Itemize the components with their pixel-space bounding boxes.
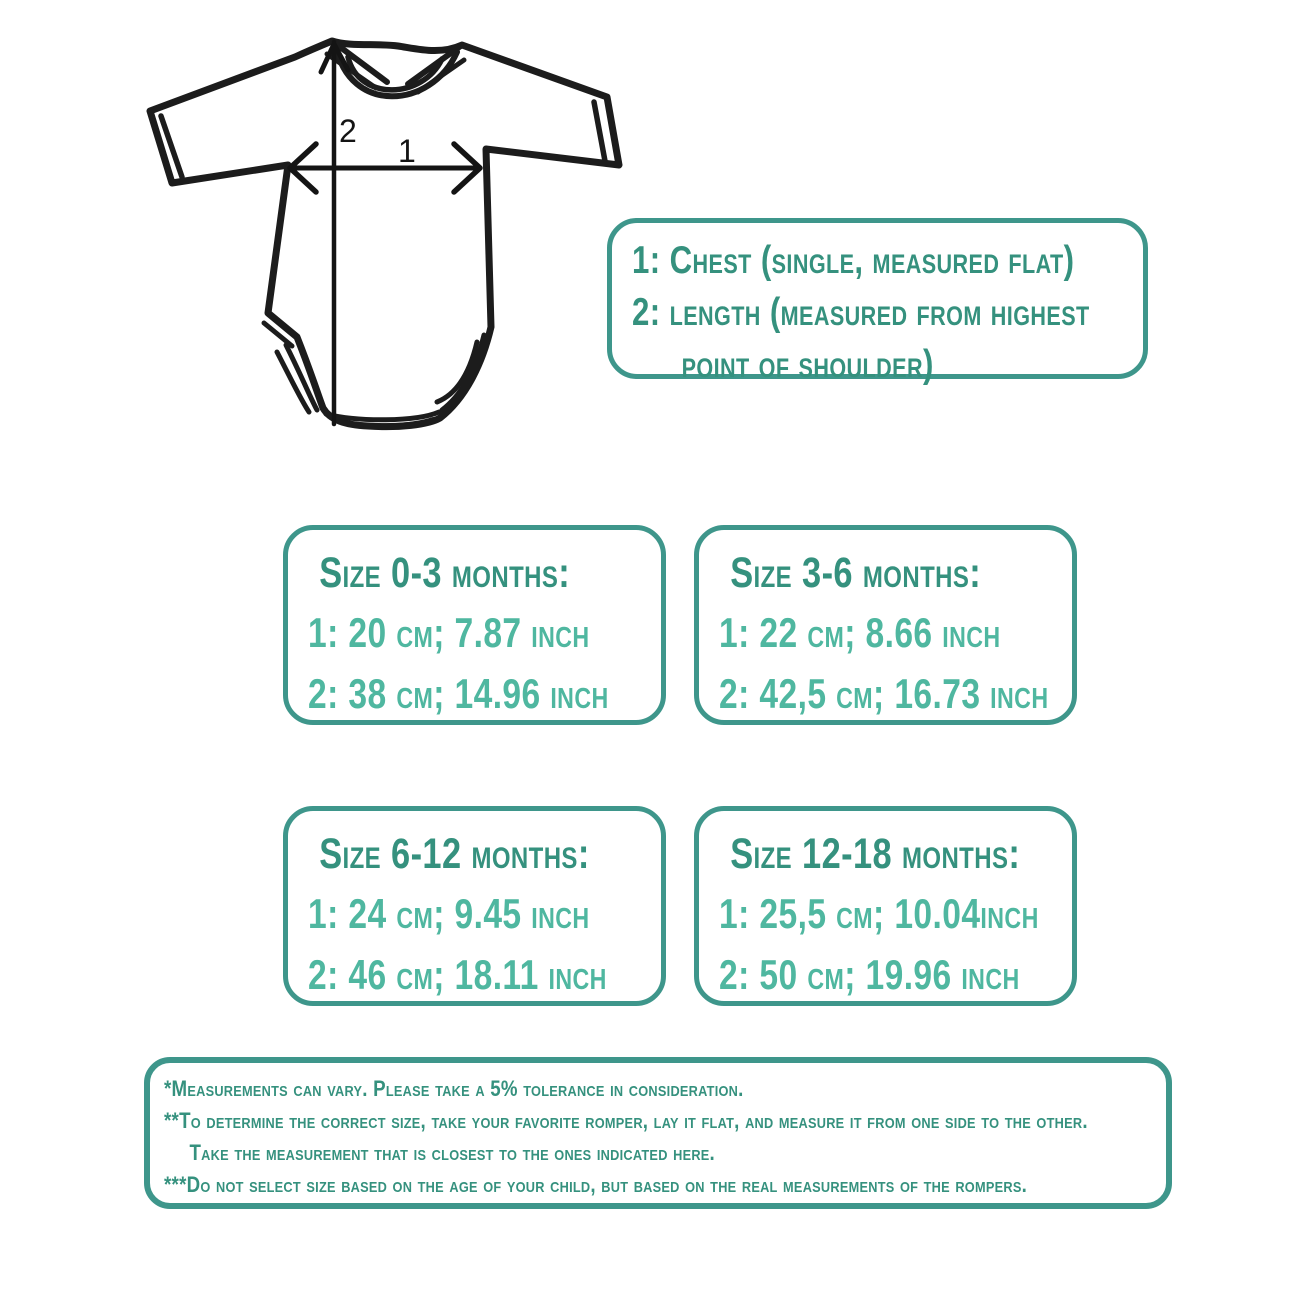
chest-label: 1 — [398, 133, 416, 169]
size-box-title: Size 6-12 months: — [319, 830, 590, 878]
chest-measurement-line: 1: 20 cm; 7.87 inch — [308, 609, 590, 656]
length-label: 2 — [339, 113, 357, 149]
size-box-title: Size 12-18 months: — [730, 830, 1021, 878]
bodysuit-diagram — [140, 15, 630, 450]
length-measurement-line: 2: 46 cm; 18.11 inch — [308, 951, 607, 998]
size-box-12-18-months — [694, 806, 1077, 1006]
measurement-legend-box — [607, 218, 1148, 386]
size-box-3-6-months — [694, 525, 1077, 725]
size-box-title: Size 3-6 months: — [730, 549, 982, 597]
footnote-age-warning: ***Do not select size based on the age of your child, but based on the real measurements of the rompers. — [164, 1172, 1028, 1197]
chest-measurement-line: 1: 25,5 cm; 10.04inch — [719, 890, 1039, 937]
chest-measurement-line: 1: 22 cm; 8.66 inch — [719, 609, 1001, 656]
footnote-how-to-measure: **To determine the correct size, take your favorite romper, lay it flat, and measure it from one side to the other. — [164, 1108, 1088, 1133]
footnote-how-to-measure-cont: Take the measurement that is closest to the ones indicated here. — [189, 1140, 715, 1165]
bodysuit-outline — [150, 41, 619, 427]
length-measurement-line: 2: 42,5 cm; 16.73 inch — [719, 670, 1049, 717]
footnote-tolerance: *Measurements can vary. Please take a 5% tolerance in consideration. — [164, 1076, 744, 1101]
legend-line-chest: 1: Chest (single, measured flat) — [632, 239, 1075, 282]
legend-line-length: 2: length (measured from highest — [632, 291, 1090, 334]
legend-line-length-cont: point of shoulder) — [681, 343, 934, 386]
footnotes-box — [144, 1057, 1172, 1209]
size-box-title: Size 0-3 months: — [319, 549, 571, 597]
length-measurement-line: 2: 50 cm; 19.96 inch — [719, 951, 1020, 998]
size-box-0-3-months — [283, 525, 666, 725]
length-measurement-line: 2: 38 cm; 14.96 inch — [308, 670, 609, 717]
size-box-6-12-months — [283, 806, 666, 1006]
chest-measurement-line: 1: 24 cm; 9.45 inch — [308, 890, 590, 937]
